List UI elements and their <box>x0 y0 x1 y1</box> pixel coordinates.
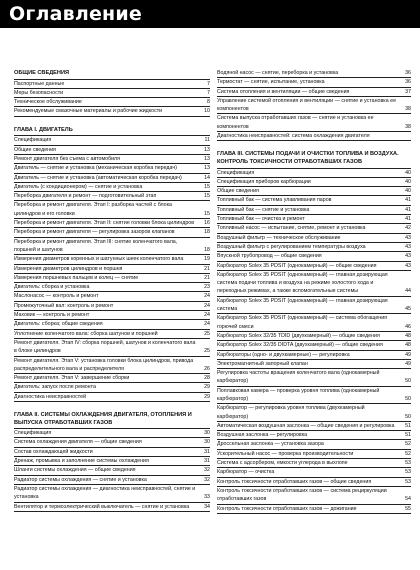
toc-entry-page: 40 <box>405 178 411 185</box>
toc-entry[interactable] <box>217 387 411 405</box>
toc-entry-title: Карбюратор Solex 35 PDSIT (однокамерный) — главная дозирующая система подачи топлива и воздуха на режиме холостого хода и переходных режимах, а также вспомогательные системы <box>217 271 388 295</box>
toc-entry-page: 24 <box>204 321 210 328</box>
section-spacer <box>14 117 210 123</box>
toc-entry-page: 54 <box>405 496 411 503</box>
toc-entry-title: Ускорительный насос — проверка производительности <box>217 450 354 457</box>
toc-entry-title: Воздушный фильтр с регулированием температуры воздуха <box>217 243 366 250</box>
toc-entry[interactable] <box>217 478 411 487</box>
toc-entry-title: Контроль токсичности отработавших газов — общие сведения <box>217 478 372 485</box>
toc-entry[interactable] <box>14 174 210 183</box>
toc-entry[interactable] <box>217 78 411 87</box>
toc-entry-title: Дренаж, промывка и заполнение системы охлаждения <box>14 458 149 465</box>
toc-entry-page: 40 <box>405 188 411 195</box>
toc-entry-page: 38 <box>405 123 411 130</box>
toc-entry[interactable] <box>14 219 210 228</box>
toc-entry-page: 11 <box>204 137 210 144</box>
toc-entry-page: 26 <box>204 365 210 372</box>
toc-entry-title: Переборка и ремонт двигателя. Этап I: разборка частей с блока цилиндров и его головки <box>14 202 172 217</box>
toc-entry-title: Карбюратор Solex 32/35 DIDTA (двухкамерный) — общие сведения <box>217 342 383 349</box>
toc-entry[interactable] <box>14 238 210 256</box>
toc-entry[interactable] <box>14 429 210 438</box>
toc-entry-page: 41 <box>405 206 411 213</box>
toc-entry-title: Уплотнение коленчатого вала: сборка шатунов и поршней <box>14 330 158 337</box>
toc-entry-page: 33 <box>204 494 210 501</box>
toc-entry-title: Техническое обслуживание <box>14 99 82 106</box>
toc-entry-page: 48 <box>405 342 411 349</box>
toc-entry-page: 43 <box>405 262 411 269</box>
toc-entry[interactable] <box>217 215 411 224</box>
toc-entry-title: Воздушная заслонка — регулировка <box>217 432 308 439</box>
toc-entry[interactable] <box>14 330 210 339</box>
toc-entry-title: Электромагнитный запорный клапан <box>217 360 308 367</box>
section-spacer <box>14 402 210 408</box>
section-heading: ГЛАВА I. ДВИГАТЕЛЬ <box>14 127 210 137</box>
toc-entry[interactable] <box>217 314 411 332</box>
toc-entry[interactable] <box>217 224 411 233</box>
toc-entry-title: Топливный бак — система улавливания паров <box>217 197 332 204</box>
toc-entry[interactable] <box>14 292 210 301</box>
toc-entry-page: 16 <box>204 220 210 227</box>
toc-entry-page: 49 <box>405 360 411 367</box>
toc-entry[interactable] <box>217 459 411 468</box>
toc-entry-page: 13 <box>204 155 210 162</box>
toc-entry[interactable] <box>217 187 411 196</box>
toc-entry-page: 41 <box>405 216 411 223</box>
toc-entry-title: Двигатель — снятие и установка (механическая коробка передач) <box>14 165 177 172</box>
toc-entry-page: 31 <box>204 458 210 465</box>
toc-entry[interactable] <box>217 360 411 369</box>
toc-entry[interactable] <box>217 487 411 505</box>
toc-entry[interactable] <box>217 431 411 440</box>
toc-entry[interactable] <box>217 332 411 341</box>
toc-entry-page: 10 <box>204 108 210 115</box>
toc-entry-title: Топливный бак — снятие и установка <box>217 206 310 213</box>
toc-entry[interactable] <box>14 374 210 383</box>
toc-entry[interactable] <box>14 274 210 283</box>
toc-entry[interactable] <box>14 466 210 475</box>
toc-entry-page: 29 <box>204 393 210 400</box>
toc-entry-title: Спецификация приборов карбюрации <box>217 178 311 185</box>
toc-entry[interactable] <box>217 262 411 271</box>
toc-entry-title: Радиатор системы охлаждения — диагностика неисправностей, снятие и установка <box>14 485 196 501</box>
toc-entry-page: 14 <box>204 174 210 181</box>
toc-entry[interactable] <box>217 440 411 449</box>
toc-entry[interactable] <box>14 228 210 237</box>
toc-entry-title: Система отопления и вентиляции — общие сведения <box>217 88 350 95</box>
toc-entry[interactable] <box>217 369 411 387</box>
toc-entry-title: Топливный насос — испытание, снятие, ремонт и установка <box>217 225 366 232</box>
toc-entry-title: Спецификация <box>217 169 255 176</box>
toc-entry-title: Диагностика неисправностей: система охлаждения двигателя <box>217 133 370 140</box>
toc-entry-title: Переборка двигателя и ремонт — подготовительный этап <box>14 193 157 200</box>
toc-entry-title: Ремонт двигателя без съема с автомобиля <box>14 155 121 162</box>
toc-entry-title: Двигатель: сборка; общие сведения <box>14 321 103 328</box>
toc-entry-title: Термостат — снятие, испытание, установка <box>217 79 325 86</box>
toc-entry[interactable] <box>217 234 411 243</box>
toc-entry-page: 43 <box>405 234 411 241</box>
toc-entry-page: 51 <box>405 432 411 439</box>
toc-entry[interactable] <box>217 341 411 350</box>
toc-entry-title: Шланги системы охлаждения — общие сведения <box>14 467 136 474</box>
toc-entry[interactable] <box>14 155 210 164</box>
toc-entry-title: Радиатор системы охлаждения — снятие и установка <box>14 476 147 483</box>
toc-entry-page: 24 <box>204 312 210 319</box>
toc-entry-page: 32 <box>204 467 210 474</box>
toc-entry-page: 30 <box>204 439 210 446</box>
section-heading: ГЛАВА III. СИСТЕМЫ ПОДАЧИ И ОЧИСТКИ ТОПЛИВА И ВОЗДУХА. КОНТРОЛЬ ТОКСИЧНОСТИ ОТРАБОТАВШИХ ГАЗОВ <box>217 151 411 168</box>
toc-entry-page: 29 <box>204 384 210 391</box>
toc-entry[interactable] <box>14 146 210 155</box>
toc-entry-page: 52 <box>405 450 411 457</box>
toc-entry-title: Паспортные данные <box>14 80 65 87</box>
toc-entry-page: 18 <box>204 229 210 236</box>
toc-entry[interactable] <box>217 422 411 431</box>
toc-entry-page: 36 <box>405 79 411 86</box>
toc-entry-page: 15 <box>204 210 210 217</box>
toc-entry-title: Состав охлаждающей жидкости <box>14 448 93 455</box>
toc-entry-page: 49 <box>405 351 411 358</box>
toc-right-column <box>217 69 411 514</box>
section-heading: ГЛАВА II. СИСТЕМЫ ОХЛАЖДЕНИЯ ДВИГАТЕЛЯ, ОТОПЛЕНИЯ И ВЫПУСКА ОТРАБОТАВШИХ ГАЗОВ <box>14 412 210 429</box>
toc-entry-page: 36 <box>405 70 411 76</box>
toc-entry-page: 21 <box>204 274 210 281</box>
toc-entry-title: Карбюратор — очистка <box>217 469 275 476</box>
toc-entry-title: Переборка и ремонт двигателя — регулировка зазоров клапанов <box>14 229 175 236</box>
toc-entry[interactable] <box>14 383 210 392</box>
toc-entry[interactable] <box>217 178 411 187</box>
toc-entry-title: Воздушный фильтр — техническое обслуживание <box>217 234 341 241</box>
toc-entry[interactable] <box>217 450 411 459</box>
toc-entry-page: 37 <box>405 88 411 95</box>
toc-entry-title: Диагностика неисправностей <box>14 393 87 400</box>
toc-entry[interactable] <box>217 252 411 261</box>
toc-entry-title: Дроссельная заслонка — установка зазора <box>217 441 324 448</box>
toc-entry-page: 15 <box>204 193 210 200</box>
toc-entry-title: Карбюратор Solex 32/35 TDID (двухкамерный) — общие сведения <box>217 332 380 339</box>
toc-entry-title: Система выпуска отработавших газов — снятие и установка ее компонентов <box>217 115 374 130</box>
toc-entry-title: Карбюратор Solex 35 PDSIT (однокамерный) — система обогащения горючей смеси <box>217 315 388 330</box>
toc-entry-title: Измерения диаметров цилиндров и поршня <box>14 265 123 272</box>
title-bar <box>0 0 420 28</box>
toc-entry-page: 42 <box>405 225 411 232</box>
toc-entry-title: Двигатель: сборка и установка <box>14 284 90 291</box>
toc-entry[interactable] <box>14 357 210 375</box>
toc-entry-title: Измерения поршневых пальцев и колец — снятие <box>14 274 139 281</box>
toc-entry[interactable] <box>14 107 210 116</box>
toc-entry-page: 40 <box>405 169 411 176</box>
toc-entry-title: Регулировка частоты вращения коленчатого вала (однокамерный карбюратор) <box>217 370 380 385</box>
toc-entry[interactable] <box>14 485 210 503</box>
toc-entry-page: 19 <box>204 256 210 263</box>
toc-entry-page: 32 <box>204 476 210 483</box>
toc-entry-title: Карбюраторы (одно- и двухкамерные) — регулировка <box>217 351 350 358</box>
toc-entry-page: 7 <box>207 89 210 96</box>
toc-entry-page: 43 <box>405 243 411 250</box>
toc-entry-page: 50 <box>405 395 411 402</box>
toc-entry-title: Автоматическая воздушная заслонка — общие сведения и регулировка <box>217 422 395 429</box>
toc-entry-title: Контроль токсичности отработавших газов — система рециркуляции отработавших газов <box>217 487 387 503</box>
toc-entry-page: 48 <box>405 332 411 339</box>
toc-entry[interactable] <box>14 457 210 466</box>
toc-entry-page: 15 <box>204 183 210 190</box>
toc-left-column <box>14 66 210 512</box>
toc-entry[interactable] <box>217 196 411 205</box>
toc-entry-title: Контроль токсичности отработавших газов — дожигание <box>217 505 357 512</box>
toc-entry-page: 24 <box>204 293 210 300</box>
toc-entry[interactable] <box>14 339 210 357</box>
toc-entry-title: Карбюратор Solex 35 PDSIT (однокамерный) — главная дозирующая система <box>217 297 388 313</box>
toc-entry-page: 53 <box>405 469 411 476</box>
toc-entry-title: Переборка и ремонт двигателя. Этап II: снятие головки блока цилиндров <box>14 220 195 227</box>
toc-entry[interactable] <box>14 201 210 219</box>
toc-entry-title: Ремонт двигателя. Этап V: завершение сборки <box>14 375 130 382</box>
toc-entry[interactable] <box>14 183 210 192</box>
toc-entry[interactable] <box>14 476 210 485</box>
toc-entry-title: Спецификация <box>14 430 52 437</box>
toc-entry[interactable] <box>217 468 411 477</box>
toc-entry[interactable] <box>217 69 411 78</box>
toc-entry-page: 45 <box>405 306 411 313</box>
toc-entry[interactable] <box>14 98 210 107</box>
toc-entry-title: Система охлаждения двигателя — общие сведения <box>14 439 142 446</box>
toc-entry-page: 28 <box>204 375 210 382</box>
toc-entry-page: 25 <box>204 348 210 355</box>
toc-entry-page: 13 <box>204 146 210 153</box>
toc-entry-page: 8 <box>207 99 210 106</box>
toc-entry-page: 18 <box>204 246 210 253</box>
toc-entry-title: Промежуточный вал: контроль и ремонт <box>14 302 114 309</box>
toc-entry[interactable] <box>217 206 411 215</box>
toc-entry-page: 41 <box>405 197 411 204</box>
toc-entry-page: 30 <box>204 430 210 437</box>
toc-entry[interactable] <box>217 505 411 514</box>
toc-entry-page: 13 <box>204 165 210 172</box>
toc-entry-page: 52 <box>405 441 411 448</box>
toc-entry-page: 34 <box>204 503 210 510</box>
toc-entry[interactable] <box>14 265 210 274</box>
toc-entry-page: 55 <box>405 505 411 512</box>
toc-entry[interactable] <box>217 243 411 252</box>
toc-entry-title: Вентилятор и термоэлектрический выключатель — снятие и установка <box>14 503 190 510</box>
page-title: Оглавление <box>9 3 142 25</box>
toc-entry-title: Переборка и ремонт двигателя. Этап III: снятие коленчатого вала, поршней и шатунов <box>14 238 178 253</box>
toc-entry-title: Двигатель: запуск после ремонта <box>14 384 96 391</box>
toc-entry-title: Впускной трубопровод — общие сведения <box>217 253 322 260</box>
toc-entry-title: Рекомендуемые смазочные материалы и рабочие жидкости <box>14 108 163 115</box>
toc-entry-page: 31 <box>204 448 210 455</box>
toc-entry-title: Двигатель (с кондиционером) — снятие и установка <box>14 183 143 190</box>
toc-entry[interactable] <box>14 192 210 201</box>
toc-entry-page: 21 <box>204 265 210 272</box>
toc-entry[interactable] <box>14 164 210 173</box>
toc-entry[interactable] <box>217 404 411 422</box>
toc-entry[interactable] <box>217 297 411 315</box>
toc-entry-title: Система с адсорбером, емкости углерода в выхлопе <box>217 460 348 467</box>
toc-entry-page: 51 <box>405 422 411 429</box>
toc-entry[interactable] <box>217 271 411 297</box>
toc-entry[interactable] <box>14 311 210 320</box>
toc-entry[interactable] <box>14 448 210 457</box>
toc-entry[interactable] <box>14 136 210 145</box>
toc-entry-page: 25 <box>204 330 210 337</box>
toc-entry-title: Водяной насос — снятие, переборка и установка <box>217 70 339 76</box>
toc-entry-title: Маслонасос — контроль и ремонт <box>14 293 99 300</box>
toc-entry-title: Измерения диаметров коренных и шатунных шеек коленчатого вала <box>14 256 184 263</box>
toc-entry[interactable] <box>14 302 210 311</box>
toc-entry-title: Карбюратор — регулировка уровня топлива (двухкамерный карбюратор) <box>217 405 365 420</box>
section-spacer <box>217 141 411 147</box>
toc-entry-title: Поплавковая камера — проверка уровня топлива (однокамерный карбюратор) <box>217 387 380 402</box>
toc-entry-title: Общие сведения <box>217 188 259 195</box>
toc-entry[interactable] <box>14 89 210 98</box>
toc-entry[interactable] <box>217 97 411 115</box>
toc-entry[interactable] <box>217 132 411 141</box>
toc-entry-title: Маховик — контроль и ремонт <box>14 312 90 319</box>
toc-entry-page: 46 <box>405 323 411 330</box>
toc-entry-title: Спецификация <box>14 137 52 144</box>
toc-entry[interactable] <box>14 503 210 512</box>
toc-entry-page: 53 <box>405 460 411 467</box>
toc-entry-page: 44 <box>405 288 411 295</box>
toc-entry-title: Меры безопасности <box>14 89 64 96</box>
toc-entry-title: Карбюратор Solex 35 PDSIT (однокамерный) — общие сведения <box>217 262 377 269</box>
toc-entry-title: Топливный бак — очистка и ремонт <box>217 216 305 223</box>
toc-entry-page: 7 <box>207 80 210 87</box>
toc-entry[interactable] <box>14 438 210 447</box>
toc-entry[interactable] <box>217 114 411 132</box>
toc-entry-page: 24 <box>204 302 210 309</box>
toc-entry-title: Двигатель — снятие и установка (автоматическая коробка передач) <box>14 174 182 181</box>
toc-entry-page: 43 <box>405 253 411 260</box>
toc-entry[interactable] <box>14 393 210 402</box>
toc-entry-page: 23 <box>204 284 210 291</box>
toc-entry[interactable] <box>217 169 411 178</box>
toc-entry-title: Общие сведения <box>14 146 56 153</box>
toc-entry-title: Управление системой отопления и вентиляции — снятие и установка ее компонентов <box>217 97 397 113</box>
toc-entry[interactable] <box>217 88 411 97</box>
toc-entry[interactable] <box>14 80 210 89</box>
toc-entry-page: 38 <box>405 106 411 113</box>
toc-entry-page: 50 <box>405 413 411 420</box>
toc-entry[interactable] <box>14 320 210 329</box>
toc-entry[interactable] <box>14 255 210 264</box>
section-heading: ОБЩИЕ СВЕДЕНИЯ <box>14 70 210 80</box>
toc-entry-page: 53 <box>405 478 411 485</box>
toc-entry[interactable] <box>14 283 210 292</box>
toc-entry-page: 50 <box>405 378 411 385</box>
toc-entry-title: Ремонт двигателя. Этап V: установка головки блока цилиндров, привода распределительного вала и распределителя <box>14 357 194 372</box>
toc-entry[interactable] <box>217 351 411 360</box>
toc-entry-title: Ремонт двигателя. Этап IV: сборка поршней, шатунов и коленчатого вала в блоке цилиндров <box>14 339 196 355</box>
